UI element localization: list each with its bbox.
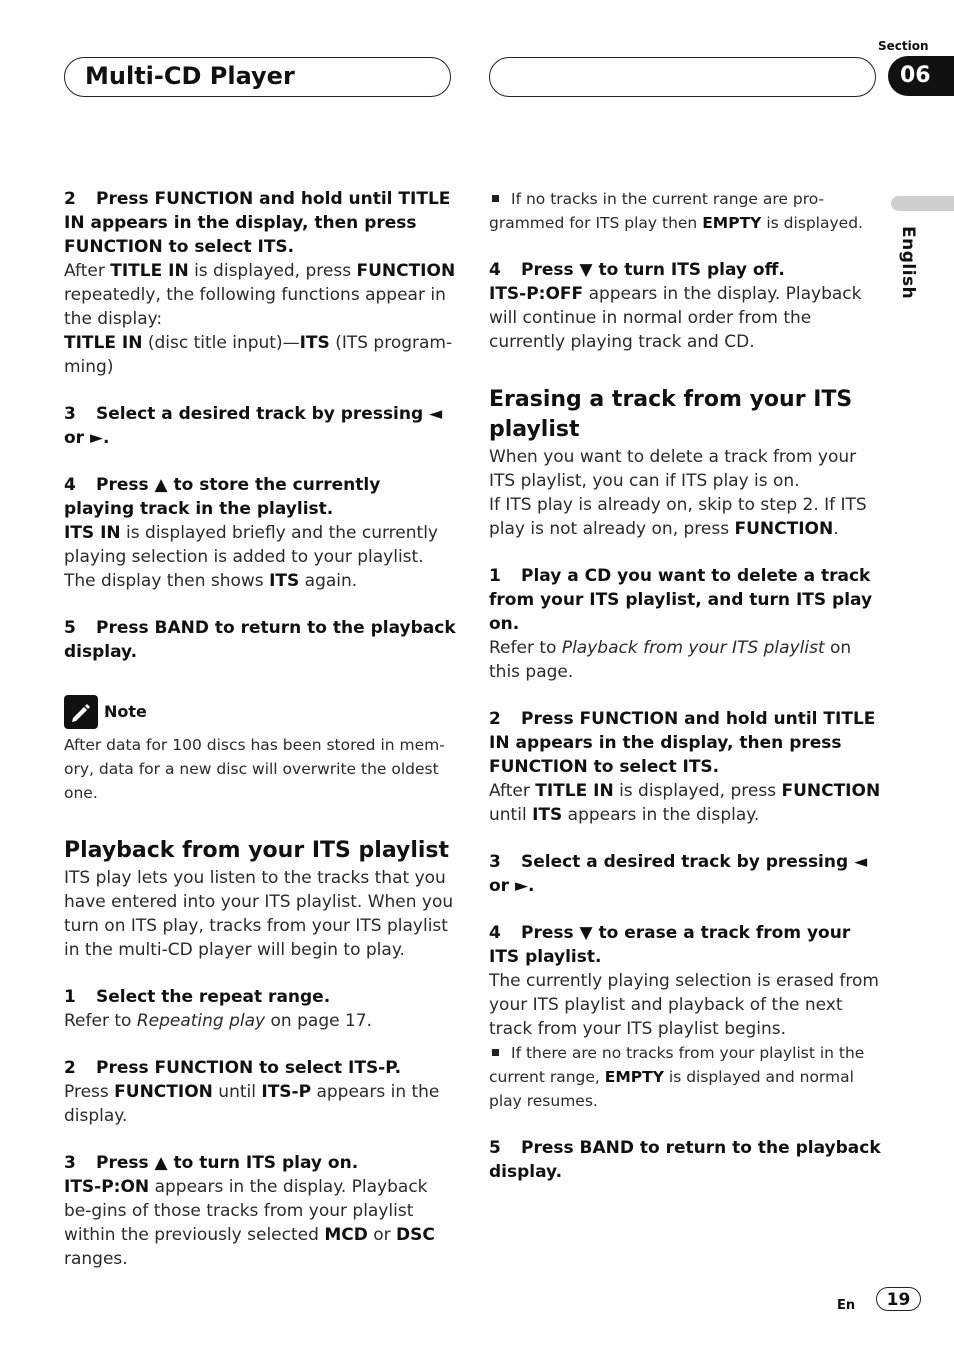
- playback-intro: ITS play lets you listen to the tracks that you have entered into your ITS playlist. When you turn on ITS play, tracks from your ITS playlist in the multi-CD player will begin to play.: [64, 868, 454, 960]
- section-number: 06: [888, 56, 954, 96]
- footer-language: En: [837, 1298, 856, 1313]
- playback-step-1-heading: 1 Select the repeat range.: [64, 987, 331, 1007]
- left-column: [64, 187, 456, 1271]
- erase-step-4-heading: 4 Press ▼ to erase a track from your ITS playlist.: [489, 923, 851, 967]
- step-4-body: ITS IN is displayed briefly and the currently playing selection is added to your playlist. The display then shows ITS again.: [64, 523, 438, 591]
- playback-step-3-body: ITS-P:ON appears in the display. Playback be-gins of those tracks from your playlist within the previously selected MCD or DSC ranges.: [64, 1177, 435, 1269]
- language-tab-bar: [891, 196, 954, 211]
- note-text: After data for 100 discs has been stored in mem-ory, data for a new disc will overwrite the oldest one.: [64, 736, 445, 802]
- pencil-note-icon: [64, 695, 98, 729]
- erase-intro-1: When you want to delete a track from your ITS playlist, you can if ITS play is on.: [489, 447, 857, 491]
- playback-step-2-body: Press FUNCTION until ITS-P appears in the display.: [64, 1082, 440, 1126]
- erase-step-4-body: The currently playing selection is erased from your ITS playlist and playback of the next track from your ITS playlist begins.: [489, 971, 879, 1039]
- playback-step-1-body: Refer to Repeating play on page 17.: [64, 1011, 373, 1031]
- bullet-square-icon: [492, 1049, 499, 1056]
- bullet-square-icon: [492, 195, 499, 202]
- step-5-heading: 5 Press BAND to return to the playback display.: [64, 618, 456, 662]
- erase-step-2-heading: 2 Press FUNCTION and hold until TITLE IN appears in the display, then press FUNCTION to select ITS.: [489, 709, 876, 777]
- bullet-empty-1: If no tracks in the current range are pro-grammed for ITS play then EMPTY is displayed.: [489, 190, 863, 232]
- playback-step-2-heading: 2 Press FUNCTION to select ITS-P.: [64, 1058, 402, 1078]
- title-pill: [64, 57, 451, 97]
- step-2-functions: TITLE IN (disc title input)—ITS (ITS program-ming): [64, 333, 453, 377]
- erase-intro-2: If ITS play is already on, skip to step 2. If ITS play is not already on, press FUNCTION.: [489, 495, 867, 539]
- step-2-heading: 2 Press FUNCTION and hold until TITLE IN appears in the display, then press FUNCTION to select ITS.: [64, 189, 451, 257]
- bullet-empty-2: If there are no tracks from your playlist in the current range, EMPTY is displayed and normal play resumes.: [489, 1044, 865, 1110]
- heading-playback: Playback from your ITS playlist: [64, 838, 450, 863]
- heading-erasing: Erasing a track from your ITS playlist: [489, 387, 853, 442]
- note-title: Note: [104, 702, 147, 721]
- erase-step-3-heading: 3 Select a desired track by pressing ◄ or ►.: [489, 852, 868, 896]
- step-4-heading: 4 Press ▲ to store the currently playing track in the playlist.: [64, 475, 381, 519]
- playback-step-3-heading: 3 Press ▲ to turn ITS play on.: [64, 1153, 359, 1173]
- step-2-body: After TITLE IN is displayed, press FUNCTION repeatedly, the following functions appear in the display:: [64, 261, 456, 329]
- note-header: [64, 695, 456, 729]
- page-number: 19: [876, 1287, 921, 1311]
- erase-step-2-body: After TITLE IN is displayed, press FUNCTION until ITS appears in the display.: [489, 781, 881, 825]
- erase-step-1-heading: 1 Play a CD you want to delete a track from your ITS playlist, and turn ITS play on.: [489, 566, 873, 634]
- language-label: English: [898, 226, 918, 300]
- page-title: Multi-CD Player: [85, 62, 295, 90]
- step-3-heading: 3 Select a desired track by pressing ◄ or ►.: [64, 404, 443, 448]
- erase-step-5-heading: 5 Press BAND to return to the playback display.: [489, 1138, 881, 1182]
- step-4-off-heading: 4 Press ▼ to turn ITS play off.: [489, 260, 785, 280]
- step-4-off-body: ITS-P:OFF appears in the display. Playback will continue in normal order from the currently playing track and CD.: [489, 284, 862, 352]
- right-column: [489, 187, 884, 1184]
- header-blank-pill: [489, 57, 876, 97]
- erase-step-1-body: Refer to Playback from your ITS playlist on this page.: [489, 638, 852, 682]
- section-label: Section: [878, 39, 929, 53]
